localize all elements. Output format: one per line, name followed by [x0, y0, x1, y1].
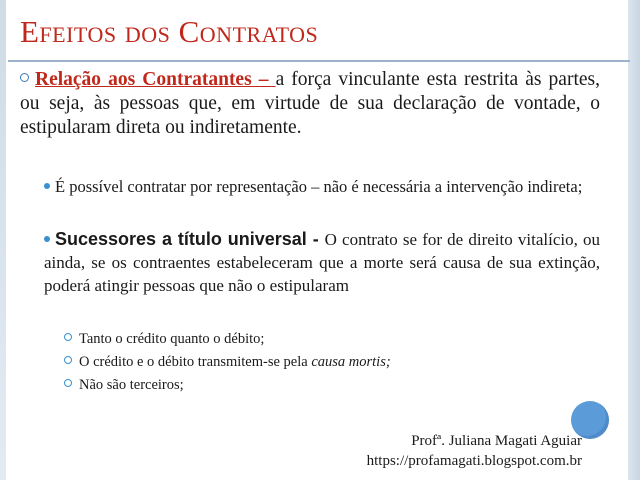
circle-bullet-icon [64, 356, 72, 364]
subitem-causa-mortis [64, 352, 604, 372]
paragraph-contratantes-text: a força vinculante esta restrita às partes, ou seja, às pessoas que, em virtude de sua declaração de vontade, o estipularam direta ou indiretamente. [20, 69, 600, 138]
dot-bullet-icon [44, 183, 50, 189]
footer-author: Profª. Juliana Magati Aguiar [411, 433, 582, 449]
slide-title: Efeitos dos Contratos [20, 14, 319, 49]
paragraph-contratantes [20, 68, 600, 140]
paragraph-representacao [44, 176, 600, 198]
paragraph-sucessores-text: O contrato se for de direito vitalício, ou ainda, se os contraentes estabeleceram que a morte será causa de sua extinção, poderá atingir pessoas que não o estipularam [44, 230, 600, 295]
paragraph-contratantes-lead: Relação aos Contratantes – [35, 69, 276, 90]
paragraph-representacao-text: É possível contratar por representação – não é necessária a intervenção indireta; [55, 177, 583, 196]
circle-bullet-icon [64, 379, 72, 387]
subitem-credito-debito [64, 329, 604, 349]
footer-url: https://profamagati.blogspot.com.br [366, 453, 582, 469]
title-divider [8, 60, 630, 62]
paragraph-sucessores-lead: Sucessores a título universal - [55, 229, 325, 249]
circle-bullet-icon [20, 73, 29, 82]
subitem-text: O crédito e o débito transmitem-se pela [79, 354, 312, 370]
right-decoration-bar [628, 0, 640, 480]
slide-footer [367, 431, 582, 471]
subitem-italic: causa mortis; [311, 354, 391, 370]
paragraph-sucessores [44, 228, 600, 297]
subitem-text: Não são terceiros; [79, 377, 184, 393]
subitem-text: Tanto o crédito quanto o débito; [79, 331, 265, 347]
subitem-terceiros [64, 375, 604, 395]
circle-bullet-icon [64, 333, 72, 341]
dot-bullet-icon [44, 236, 50, 242]
left-decoration-bar [0, 0, 6, 480]
